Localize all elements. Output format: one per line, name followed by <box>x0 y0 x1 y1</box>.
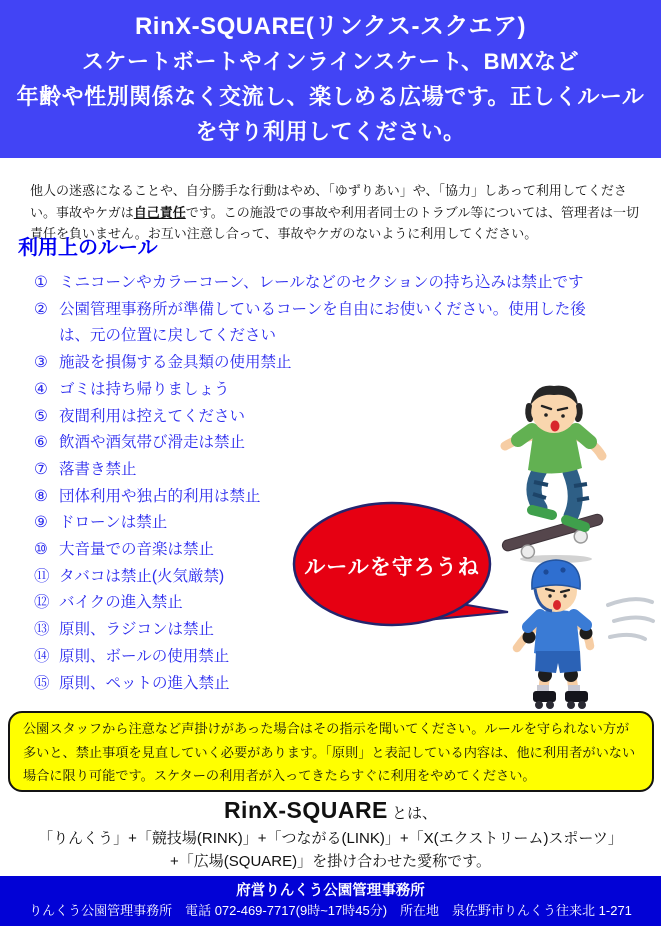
rule-number: ⑫ <box>34 594 50 612</box>
rule-number: ⑥ <box>34 434 48 452</box>
rule-number: ② <box>34 300 48 318</box>
rule-number: ④ <box>34 380 48 398</box>
about-line-3: +「広場(SQUARE)」を掛け合わせた愛称です。 <box>170 853 491 870</box>
rule-text: ゴミは持ち帰りましょう <box>59 380 230 398</box>
motion-lines-icon <box>608 599 653 639</box>
notice-box <box>8 711 654 792</box>
rule-text: バイクの進入禁止 <box>59 594 183 612</box>
rule-number: ⑮ <box>34 674 50 692</box>
rule-text: タバコは禁止(火気厳禁) <box>59 567 225 585</box>
rule-text: 大音量での音楽は禁止 <box>59 541 215 559</box>
header-subtitle-3: を守り利用してください。 <box>195 119 466 144</box>
rule-text: ミニコーンやカラーコーン、レールなどのセクションの持ち込みは禁止です <box>59 274 584 291</box>
speech-bubble <box>292 500 512 635</box>
about-name: RinX-SQUARE <box>223 797 388 823</box>
notice-text: 公園スタッフから注意など声掛けがあった場合はその指示を聞いてください。ルールを守られない方が多いと、禁止事項を見直していく必要があります。「原則」と表記している内容は、他に利用者がいない場合に限り可能です。スケターの利用者が入ってきたらすぐに利用をやめてください。 <box>23 721 636 783</box>
rule-number: ⑩ <box>34 541 48 559</box>
rules-heading: 利用上のルール <box>18 237 158 259</box>
speech-bubble-text: ルールを守ろうね <box>304 556 480 579</box>
about-title <box>0 797 661 827</box>
footer-bar <box>0 876 661 926</box>
footer-contact-info: りんくう公園管理事務所 電話 072-469-7717(9時~17時45分) 所在地 泉佐野市りんくう往来北 1-271 <box>29 903 632 918</box>
rule-item <box>34 270 594 297</box>
rule-text: ドローンは禁止 <box>59 514 168 532</box>
rule-text: 夜間利用は控えてください <box>59 407 246 425</box>
rule-text: 公園管理事務所が準備しているコーンを自由にお使いください。使用した後は、元の位置に戻してください <box>59 300 586 345</box>
intro-text-before: 他人の迷惑になることや、自分勝手な行動はやめ、「ゆずりあい」や、「協力」しあって利用してください。事故やケガは <box>30 183 627 220</box>
header-subtitle-1: スケートボートやインラインスケート、BMXなど <box>81 49 580 74</box>
header-subtitle-2: 年齢や性別関係なく交流し、楽しめる広場です。正しくルール <box>16 84 645 109</box>
footer-office-name: 府営りんくう公園管理事務所 <box>236 883 425 899</box>
about-line-2: 「りんくう」+「競技場(RINK)」+「つながる(LINK)」+「X(エクストリーム)スポーツ」 <box>38 830 623 847</box>
rule-number: ① <box>34 274 48 291</box>
rule-text: 団体利用や独占的利用は禁止 <box>59 487 261 505</box>
rule-text: 施設を損傷する金具類の使用禁止 <box>59 354 292 372</box>
rule-text: 原則、ラジコンは禁止 <box>59 621 215 639</box>
about-suffix: とは、 <box>387 805 438 822</box>
rule-number: ⑬ <box>34 621 50 639</box>
rule-number: ⑤ <box>34 407 48 425</box>
header-title: RinX-SQUARE(リンクス-スクエア) <box>134 13 527 40</box>
rule-number: ⑨ <box>34 514 48 532</box>
rule-number: ⑧ <box>34 487 48 505</box>
rule-text: 落書き禁止 <box>59 460 137 478</box>
header-banner <box>0 0 661 158</box>
rule-number: ⑪ <box>34 567 50 585</box>
rule-text: 飲酒や酒気帯び滑走は禁止 <box>59 434 246 452</box>
rule-number: ⑦ <box>34 460 48 478</box>
rule-item <box>34 350 594 377</box>
roller-skater-illustration <box>492 553 657 715</box>
intro-emphasis-own-risk: 自己責任 <box>133 204 186 220</box>
rule-text: 原則、ペットの進入禁止 <box>59 674 230 692</box>
rule-text: 原則、ボールの使用禁止 <box>59 647 230 665</box>
about-section <box>0 797 661 873</box>
intro-text-after: です。この施設での事故や利用者同士のトラブル等については、管理者は一切責任を負いません。お互い注意し合って、事故やケガのないように利用してください。 <box>30 204 639 241</box>
rule-number: ③ <box>34 354 48 372</box>
rule-number: ⑭ <box>34 647 50 665</box>
rule-item <box>34 297 594 350</box>
